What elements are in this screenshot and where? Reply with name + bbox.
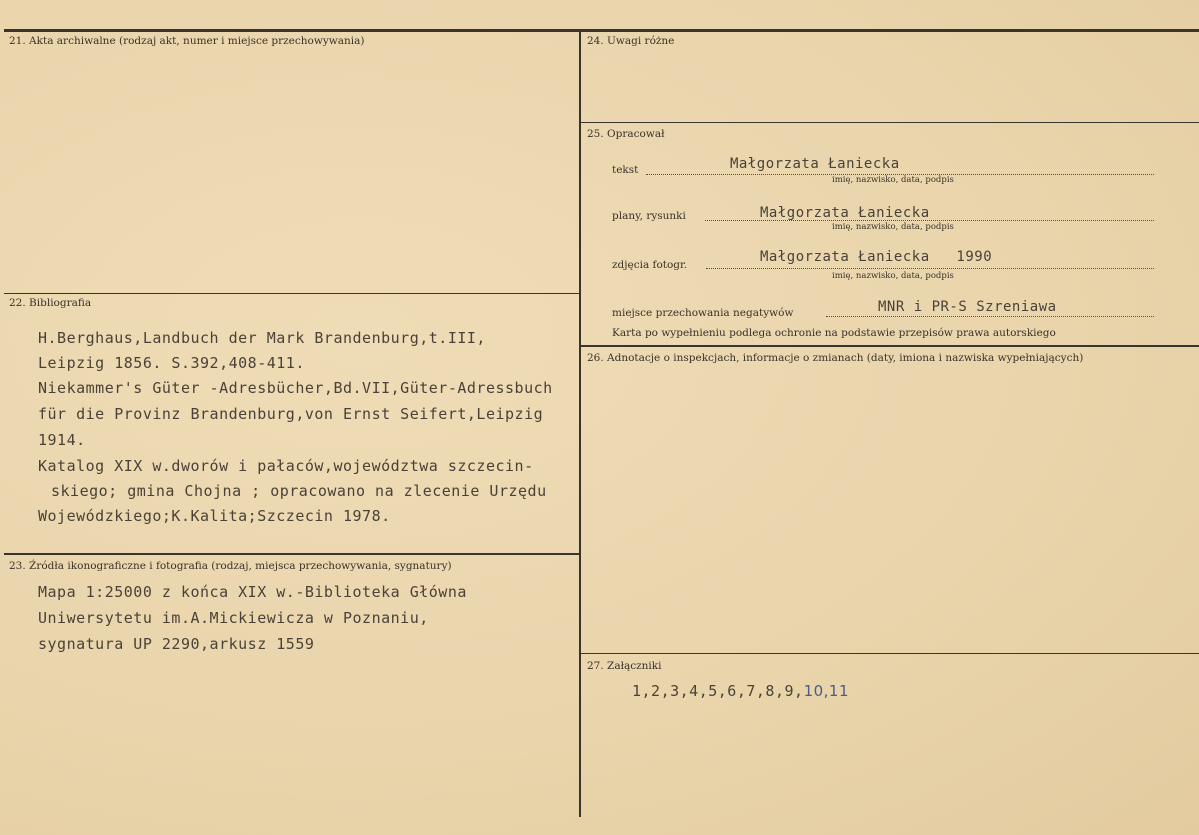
- tekst-label: tekst: [612, 164, 639, 176]
- divider-22-23: [4, 553, 580, 555]
- section-27-label: 27. Załączniki: [587, 660, 662, 672]
- center-divider: [579, 31, 581, 817]
- zdjecia-label: zdjęcia fotogr.: [612, 259, 688, 271]
- iconography-line: Mapa 1:25000 z końca XIX w.-Biblioteka Główna: [38, 583, 467, 601]
- zdjecia-dotted-line: [706, 268, 1154, 269]
- divider-26-27: [581, 653, 1199, 654]
- negatywy-dotted-line: [826, 316, 1154, 317]
- bibliography-line: H.Berghaus,Landbuch der Mark Brandenburg,t.III,: [38, 329, 486, 347]
- plany-value: Małgorzata Łaniecka: [760, 205, 930, 221]
- divider-25-26: [581, 345, 1199, 347]
- bibliography-line: Wojewódzkiego;K.Kalita;Szczecin 1978.: [38, 507, 391, 525]
- tekst-value: Małgorzata Łaniecka: [730, 156, 900, 172]
- bibliography-line: 1914.: [38, 431, 86, 449]
- bibliography-line: Katalog XIX w.dworów i pałaców,województwa szczecin-: [38, 457, 534, 475]
- bibliography-line: für die Provinz Brandenburg,von Ernst Seifert,Leipzig: [38, 405, 544, 423]
- zdjecia-caption: imię, nazwisko, data, podpis: [832, 271, 954, 281]
- bibliography-line: Niekammer's Güter -Adresbücher,Bd.VII,Güter-Adressbuch: [38, 379, 553, 397]
- bibliography-line: Leipzig 1856. S.392,408-411.: [38, 354, 305, 372]
- iconography-line: sygnatura UP 2290,arkusz 1559: [38, 635, 315, 653]
- attachments-handwritten: 10,11: [803, 682, 850, 700]
- section-26-label: 26. Adnotacje o inspekcjach, informacje o zmianach (daty, imiona i nazwiska wypełniających): [587, 352, 1084, 364]
- section-24-label: 24. Uwagi różne: [587, 35, 675, 47]
- section-21-label: 21. Akta archiwalne (rodzaj akt, numer i miejsce przechowywania): [9, 35, 365, 47]
- plany-caption: imię, nazwisko, data, podpis: [832, 222, 954, 232]
- negatywy-label: miejsce przechowania negatywów: [612, 307, 794, 319]
- iconography-line: Uniwersytetu im.A.Mickiewicza w Poznaniu,: [38, 609, 429, 627]
- attachments-typed-numbers: 1,2,3,4,5,6,7,8,9,: [632, 682, 804, 700]
- divider-21-22: [4, 293, 580, 294]
- top-border: [4, 29, 1199, 32]
- zdjecia-value: Małgorzata Łaniecka 1990: [760, 249, 993, 265]
- section-23-label: 23. Źródła ikonograficzne i fotografia (rodzaj, miejsca przechowywania, sygnatury): [9, 560, 452, 572]
- bibliography-line: skiego; gmina Chojna ; opracowano na zlecenie Urzędu: [51, 482, 547, 500]
- copyright-note: Karta po wypełnieniu podlega ochronie na podstawie przepisów prawa autorskiego: [612, 327, 1056, 339]
- section-22-label: 22. Bibliografia: [9, 297, 92, 309]
- plany-label: plany, rysunki: [612, 210, 686, 222]
- attachments-typed: [632, 682, 849, 700]
- negatywy-value: MNR i PR-S Szreniawa: [878, 299, 1057, 315]
- tekst-caption: imię, nazwisko, data, podpis: [832, 175, 954, 185]
- section-25-label: 25. Opracował: [587, 128, 665, 140]
- divider-24-25: [581, 122, 1199, 123]
